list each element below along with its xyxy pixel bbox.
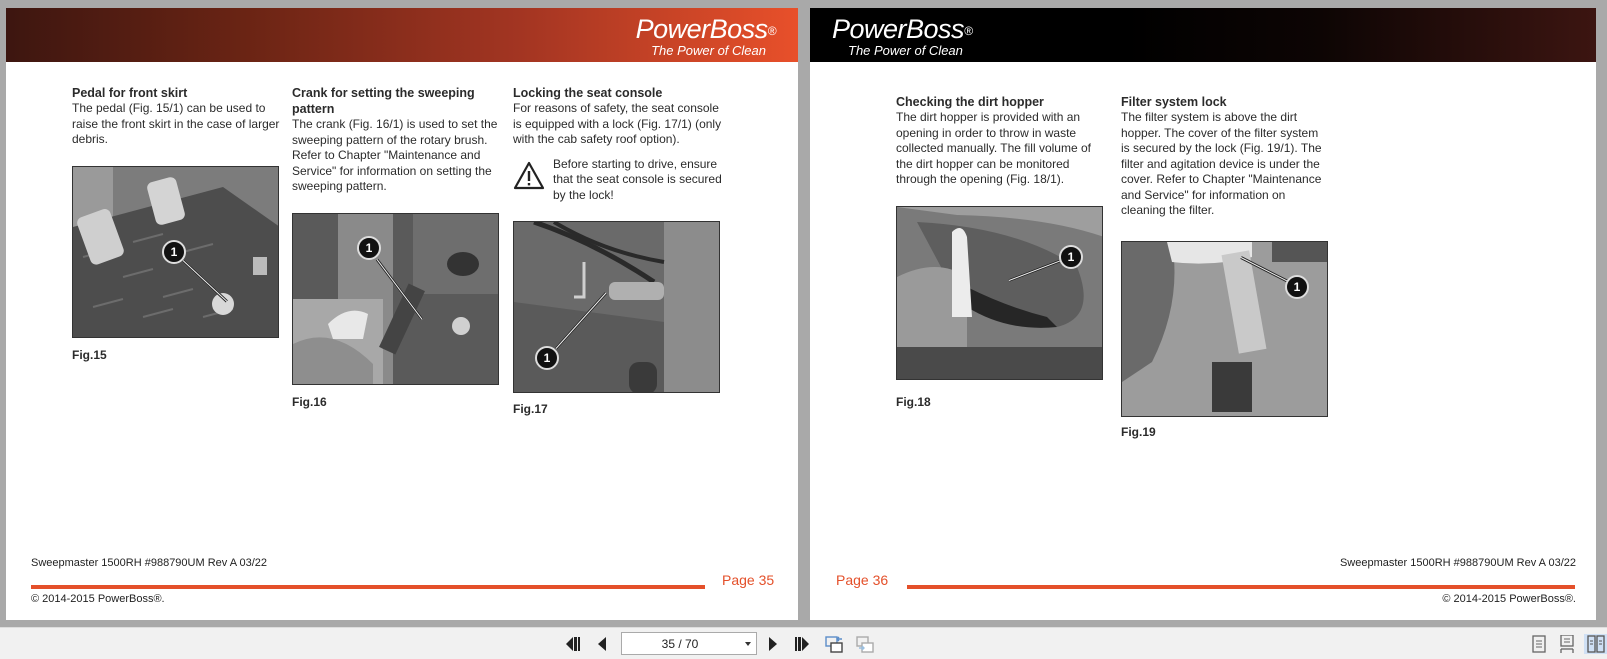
prev-page-icon	[596, 636, 608, 652]
first-page-icon	[564, 636, 582, 652]
figure-18-image	[896, 206, 1103, 380]
page-35	[6, 8, 798, 620]
figure-label: Fig.18	[896, 395, 931, 409]
figure-15-image	[72, 166, 279, 338]
page-36	[810, 8, 1596, 620]
brand-tagline: The Power of Clean	[848, 43, 963, 58]
callout-marker: 1	[1285, 275, 1309, 299]
page-number-dropdown[interactable]	[621, 632, 757, 655]
footer-copyright: © 2014-2015 PowerBoss®.	[1442, 593, 1576, 605]
brand-logo: PowerBoss® The Power of Clean	[832, 14, 973, 58]
safety-warning	[513, 157, 725, 204]
section-title: Filter system lock	[1121, 95, 1227, 109]
brand-name: PowerBoss	[832, 14, 965, 44]
section-title: Pedal for front skirt	[72, 86, 188, 100]
section-title: Checking the dirt hopper	[896, 95, 1044, 109]
dirt-hopper-photo	[897, 207, 1103, 380]
chevron-down-icon	[745, 642, 751, 646]
footer-rule	[31, 585, 705, 589]
previous-page-button[interactable]	[591, 634, 613, 654]
figure-label: Fig.15	[72, 348, 107, 362]
section-body: The crank (Fig. 16/1) is used to set the sweeping pattern of the rotary brush. Refer to Chapter "Maintenance and Service" for information on setting the sweeping pattern.	[292, 117, 498, 193]
footer-document-id: Sweepmaster 1500RH #988790UM Rev A 03/22	[31, 557, 268, 569]
figure-label: Fig.17	[513, 402, 548, 416]
next-page-button[interactable]	[762, 634, 784, 654]
callout-marker: 1	[1059, 245, 1083, 269]
crank-photo	[293, 214, 499, 385]
section-title: Locking the seat console	[513, 86, 663, 100]
figure-label: Fig.16	[292, 395, 327, 409]
section-front-skirt-pedal	[72, 85, 282, 148]
brand-name: PowerBoss	[635, 14, 768, 44]
section-body: The dirt hopper is provided with an opening in order to throw in waste collected manually. The fill volume of the dirt hopper can be monitored through the opening (Fig. 18/1).	[896, 110, 1091, 186]
footer-document-id: Sweepmaster 1500RH #988790UM Rev A 03/22	[1339, 557, 1576, 569]
continuous-page-icon	[1560, 635, 1574, 653]
footer-rule	[907, 585, 1575, 589]
next-view-button[interactable]	[855, 634, 877, 654]
two-page-icon	[1587, 635, 1605, 653]
page-number: Page 35	[722, 572, 775, 588]
two-page-view-button[interactable]	[1584, 634, 1607, 654]
section-body: The filter system is above the dirt hopper. The cover of the filter system is secured by the lock (Fig. 19/1). The filter and agitation device is under the cover. Refer to Chapter "Maintenance and Service" for information on cleaning the filter.	[1121, 110, 1322, 217]
filter-lock-photo	[1122, 242, 1328, 417]
callout-marker: 1	[357, 236, 381, 260]
section-sweeping-pattern-crank	[292, 85, 498, 195]
warning-triangle-icon	[513, 157, 553, 204]
section-seat-console-lock	[513, 85, 725, 203]
last-page-icon	[793, 636, 811, 652]
previous-view-icon	[825, 635, 845, 653]
section-title: Crank for setting the sweeping pattern	[292, 86, 475, 116]
brand-logo: PowerBoss® The Power of Clean	[635, 14, 776, 58]
section-filter-system-lock	[1121, 94, 1329, 219]
warning-text: Before starting to drive, ensure that the seat console is secured by the lock!	[553, 156, 722, 202]
single-page-view-button[interactable]	[1528, 634, 1550, 654]
previous-view-button[interactable]	[824, 634, 846, 654]
figure-19-image	[1121, 241, 1328, 417]
page-number: Page 36	[836, 572, 889, 588]
page-indicator: 35 / 70	[661, 637, 699, 651]
figure-16-image	[292, 213, 499, 385]
figure-17-image	[513, 221, 720, 393]
figure-label: Fig.19	[1121, 425, 1156, 439]
single-page-icon	[1532, 635, 1546, 653]
footer-copyright: © 2014-2015 PowerBoss®.	[31, 593, 165, 605]
next-view-icon	[856, 635, 876, 653]
section-dirt-hopper-check	[896, 94, 1101, 188]
viewer-toolbar	[0, 627, 1607, 659]
section-body: For reasons of safety, the seat console is equipped with a lock (Fig. 17/1) (only with the cab safety roof option).	[513, 101, 722, 146]
next-page-icon	[767, 636, 779, 652]
callout-marker: 1	[535, 346, 559, 370]
last-page-button[interactable]	[791, 634, 813, 654]
first-page-button[interactable]	[562, 634, 584, 654]
brand-tagline: The Power of Clean	[651, 43, 766, 58]
page-banner	[6, 8, 798, 62]
section-body: The pedal (Fig. 15/1) can be used to raise the front skirt in the case of larger debris.	[72, 101, 280, 146]
callout-marker: 1	[162, 240, 186, 264]
page-banner	[810, 8, 1596, 62]
continuous-view-button[interactable]	[1556, 634, 1578, 654]
